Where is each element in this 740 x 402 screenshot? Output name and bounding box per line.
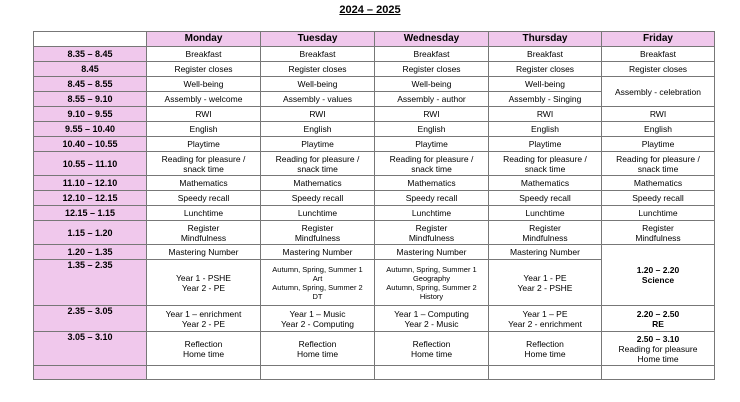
time-cell: 1.20 – 1.35 — [34, 245, 147, 260]
friday-science-cell — [602, 245, 715, 306]
lesson-cell — [489, 152, 602, 176]
lesson-cell: Mastering Number — [375, 245, 489, 260]
lesson-cell — [375, 366, 489, 380]
lesson-cell: Mastering Number — [147, 245, 261, 260]
cell-line: Year 2 - PSHE — [517, 282, 573, 293]
lesson-cell — [602, 221, 715, 245]
lesson-cell: Lunchtime — [375, 206, 489, 221]
cell-line: Home time — [410, 348, 453, 359]
table-row — [34, 332, 715, 366]
lesson-cell: Register closes — [147, 62, 261, 77]
cell-line: Year 2 - PE — [181, 318, 226, 329]
lesson-cell — [147, 221, 261, 245]
lesson-cell: Well-being — [375, 77, 489, 92]
cell-line: Reflection — [526, 338, 564, 349]
time-cell: 12.15 – 1.15 — [34, 206, 147, 221]
lesson-cell — [375, 260, 489, 306]
cell-line: 2.50 – 3.10 — [636, 333, 680, 344]
table-row — [34, 122, 715, 137]
lesson-cell: RWI — [147, 107, 261, 122]
lesson-cell: Register closes — [602, 62, 715, 77]
cell-line: Reflection — [184, 338, 223, 349]
day-header-friday: Friday — [602, 32, 715, 47]
time-cell: 8.55 – 9.10 — [34, 92, 147, 107]
lesson-cell — [602, 366, 715, 380]
lesson-cell: Well-being — [489, 77, 602, 92]
day-header-wednesday: Wednesday — [375, 32, 489, 47]
time-cell: 3.05 – 3.10 — [34, 332, 147, 366]
lesson-cell: Playtime — [489, 137, 602, 152]
cell-line: Mindfulness — [522, 232, 568, 243]
lesson-cell: RWI — [602, 107, 715, 122]
cell-line: Science — [641, 275, 675, 285]
lesson-cell: Breakfast — [375, 47, 489, 62]
lesson-cell — [261, 152, 375, 176]
cell-line: Autumn, Spring, Summer 2 — [272, 282, 363, 292]
cell-line: RE — [652, 318, 664, 329]
lesson-cell — [489, 306, 602, 332]
lesson-cell: English — [489, 122, 602, 137]
time-cell: 9.10 – 9.55 — [34, 107, 147, 122]
lesson-cell: Speedy recall — [147, 191, 261, 206]
cell-line: Reading for pleasure / — [503, 153, 587, 164]
cell-line: History — [419, 291, 444, 301]
lesson-cell — [261, 260, 375, 306]
lesson-cell — [147, 260, 261, 306]
lesson-cell: RWI — [375, 107, 489, 122]
cell-line: Year 1 – Computing — [394, 308, 469, 319]
lesson-cell: Assembly - welcome — [147, 92, 261, 107]
lesson-cell: Mastering Number — [261, 245, 375, 260]
lesson-cell: Register closes — [489, 62, 602, 77]
cell-line: Mindfulness — [294, 232, 341, 243]
lesson-cell — [261, 221, 375, 245]
timetable — [33, 31, 715, 380]
lesson-cell: Lunchtime — [489, 206, 602, 221]
table-row — [34, 245, 715, 260]
lesson-cell: Mathematics — [261, 176, 375, 191]
lesson-cell: Lunchtime — [147, 206, 261, 221]
page-title: 2024 – 2025 — [339, 4, 401, 16]
lesson-cell — [489, 332, 602, 366]
cell-line: snack time — [297, 163, 338, 174]
cell-line: Reflection — [298, 338, 337, 349]
time-cell: 10.55 – 11.10 — [34, 152, 147, 176]
time-cell: 2.35 – 3.05 — [34, 306, 147, 332]
cell-line: Home time — [524, 348, 566, 359]
cell-line: Autumn, Spring, Summer 1 — [272, 264, 363, 274]
table-row — [34, 62, 715, 77]
lesson-cell: Well-being — [147, 77, 261, 92]
lesson-cell: Register closes — [261, 62, 375, 77]
table-row — [34, 107, 715, 122]
lesson-cell: Assembly - Singing — [489, 92, 602, 107]
cell-line: Art — [312, 273, 323, 283]
cell-line: Reading for pleasure / — [275, 153, 360, 164]
lesson-cell — [602, 152, 715, 176]
header-corner — [34, 32, 147, 47]
day-header-tuesday: Tuesday — [261, 32, 375, 47]
lesson-cell: Breakfast — [147, 47, 261, 62]
cell-line: Year 2 - Music — [404, 318, 459, 329]
lesson-cell — [375, 306, 489, 332]
time-cell: 9.55 – 10.40 — [34, 122, 147, 137]
lesson-cell: English — [147, 122, 261, 137]
cell-line: Mindfulness — [180, 232, 227, 243]
lesson-cell — [261, 306, 375, 332]
lesson-cell: Speedy recall — [261, 191, 375, 206]
cell-line: snack time — [637, 163, 679, 174]
cell-line: Home time — [296, 348, 339, 359]
table-row — [34, 77, 715, 92]
cell-line: Mindfulness — [408, 232, 455, 243]
cell-line: 1.20 – 2.20 — [636, 265, 680, 275]
lesson-cell: Assembly - author — [375, 92, 489, 107]
header-row — [34, 32, 715, 47]
cell-line: snack time — [183, 163, 224, 174]
lesson-cell: Playtime — [375, 137, 489, 152]
lesson-cell: English — [375, 122, 489, 137]
friday-assembly-cell: Assembly - celebration — [602, 77, 715, 107]
cell-line: Geography — [412, 273, 451, 283]
table-row — [34, 366, 715, 380]
cell-line: Register — [187, 222, 220, 233]
cell-line: Reading for pleasure / — [161, 153, 246, 164]
cell-line: Year 2 - enrichment — [508, 318, 582, 329]
lesson-cell: Mathematics — [602, 176, 715, 191]
table-row — [34, 306, 715, 332]
cell-line: Year 1 – enrichment — [165, 308, 242, 319]
table-row — [34, 137, 715, 152]
cell-line: Year 1 – PE — [522, 308, 568, 319]
lesson-cell: RWI — [261, 107, 375, 122]
lesson-cell: Breakfast — [489, 47, 602, 62]
lesson-cell: Well-being — [261, 77, 375, 92]
table-row — [34, 221, 715, 245]
lesson-cell: Assembly - values — [261, 92, 375, 107]
cell-line: Year 2 - PE — [181, 282, 226, 293]
time-cell: 11.10 – 12.10 — [34, 176, 147, 191]
cell-line: snack time — [524, 163, 566, 174]
lesson-cell: Mastering Number — [489, 245, 602, 260]
cell-line: snack time — [411, 163, 452, 174]
cell-line: Register — [529, 222, 561, 233]
lesson-cell: Playtime — [602, 137, 715, 152]
lesson-cell: Mathematics — [489, 176, 602, 191]
cell-line: Year 1 - PSHE — [176, 272, 231, 283]
table-row — [34, 191, 715, 206]
lesson-cell — [147, 332, 261, 366]
lesson-cell: Lunchtime — [602, 206, 715, 221]
lesson-cell — [375, 152, 489, 176]
lesson-cell: Speedy recall — [489, 191, 602, 206]
table-row — [34, 176, 715, 191]
lesson-cell — [147, 152, 261, 176]
lesson-cell — [261, 332, 375, 366]
table-row — [34, 152, 715, 176]
lesson-cell — [489, 366, 602, 380]
cell-line: Register — [415, 222, 448, 233]
lesson-cell: Speedy recall — [375, 191, 489, 206]
time-cell: 8.45 – 8.55 — [34, 77, 147, 92]
cell-line: Mindfulness — [635, 232, 681, 243]
time-cell — [34, 366, 147, 380]
time-cell: 1.35 – 2.35 — [34, 260, 147, 306]
cell-line: Reading for pleasure / — [389, 153, 474, 164]
lesson-cell — [489, 260, 602, 306]
lesson-cell — [147, 366, 261, 380]
table-row — [34, 47, 715, 62]
lesson-cell — [261, 366, 375, 380]
lesson-cell: English — [602, 122, 715, 137]
lesson-cell — [375, 221, 489, 245]
lesson-cell: RWI — [489, 107, 602, 122]
lesson-cell — [147, 306, 261, 332]
cell-line: Autumn, Spring, Summer 1 — [386, 264, 477, 274]
cell-line: Reflection — [412, 338, 451, 349]
cell-line: Register — [642, 222, 674, 233]
cell-line: Year 1 – Music — [289, 308, 346, 319]
table-row — [34, 206, 715, 221]
lesson-cell: Mathematics — [147, 176, 261, 191]
cell-line: Home time — [182, 348, 225, 359]
lesson-cell — [489, 221, 602, 245]
lesson-cell: Register closes — [375, 62, 489, 77]
time-cell: 8.35 – 8.45 — [34, 47, 147, 62]
friday-reading-cell — [602, 332, 715, 366]
time-cell: 1.15 – 1.20 — [34, 221, 147, 245]
lesson-cell: Breakfast — [602, 47, 715, 62]
lesson-cell: Mathematics — [375, 176, 489, 191]
lesson-cell: Speedy recall — [602, 191, 715, 206]
day-header-thursday: Thursday — [489, 32, 602, 47]
cell-line: Reading for pleasure — [618, 343, 698, 354]
cell-line: Year 2 - Computing — [281, 318, 354, 329]
day-header-monday: Monday — [147, 32, 261, 47]
lesson-cell: English — [261, 122, 375, 137]
cell-line: Year 1 - PE — [523, 272, 567, 283]
lesson-cell: Playtime — [147, 137, 261, 152]
cell-line: 2.20 – 2.50 — [636, 308, 680, 319]
lesson-cell: Playtime — [261, 137, 375, 152]
cell-line: Home time — [637, 353, 679, 364]
cell-line: Register — [301, 222, 334, 233]
lesson-cell: Breakfast — [261, 47, 375, 62]
lesson-cell — [375, 332, 489, 366]
friday-re-cell — [602, 306, 715, 332]
cell-line: DT — [312, 291, 323, 301]
lesson-cell: Lunchtime — [261, 206, 375, 221]
cell-line: Reading for pleasure / — [616, 153, 700, 164]
time-cell: 10.40 – 10.55 — [34, 137, 147, 152]
cell-line: Autumn, Spring, Summer 2 — [386, 282, 477, 292]
time-cell: 12.10 – 12.15 — [34, 191, 147, 206]
time-cell: 8.45 — [34, 62, 147, 77]
